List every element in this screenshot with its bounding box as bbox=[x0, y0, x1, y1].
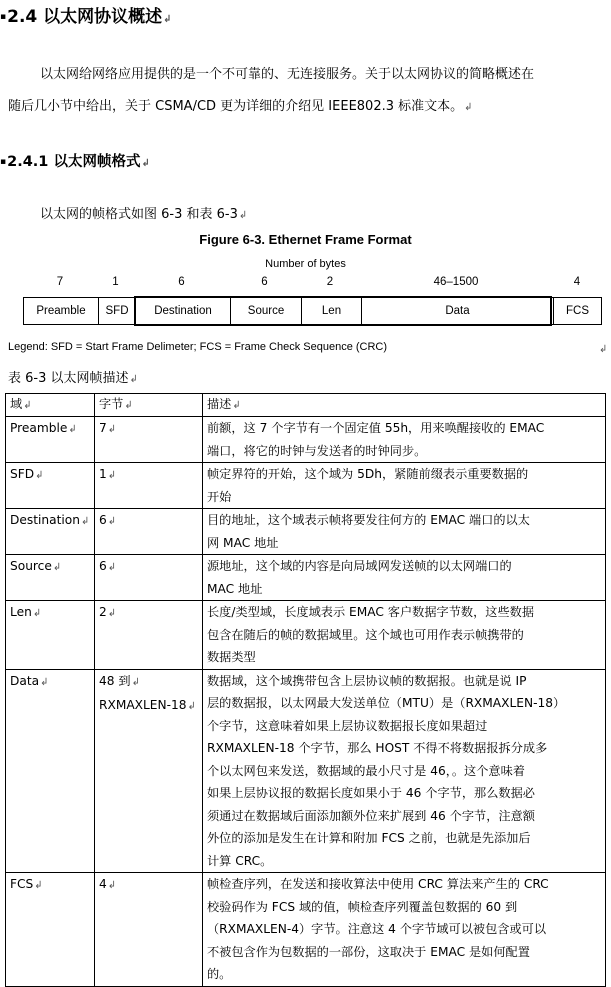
section-paragraph-line-2: 随后几小节中给出，关于 CSMA/CD 更为详细的介绍见 IEEE802.3 标准文本。↲ bbox=[8, 99, 473, 114]
table-row bbox=[6, 555, 606, 601]
cell-bytes bbox=[95, 463, 203, 509]
cell-field: Data↲ bbox=[6, 669, 95, 873]
description-line: 包含在随后的帧的数据域里。这个域也可用作表示帧携带的 bbox=[207, 627, 524, 642]
cell-field: SFD↲ bbox=[6, 463, 95, 509]
field-name: Preamble bbox=[10, 421, 68, 435]
byte-count-len: 2 bbox=[326, 276, 334, 288]
frame-description-table bbox=[5, 393, 606, 987]
field-name: Data bbox=[10, 673, 40, 688]
cell-description bbox=[203, 669, 606, 873]
cell-bytes bbox=[95, 509, 203, 555]
description-line: 长度/类型域，长度域表示 EMAC 客户数据字节数，这些数据 bbox=[207, 605, 535, 619]
cell-bytes bbox=[95, 555, 203, 601]
figure-title: Figure 6-3. Ethernet Frame Format bbox=[199, 232, 412, 247]
byte-count-preamble: 7 bbox=[56, 276, 64, 288]
description-line: MAC 地址 bbox=[207, 581, 263, 596]
cell-description bbox=[203, 601, 606, 670]
description-line: 数据域，这个域携带包含上层协议帧的数据报。也就是说 IP bbox=[207, 673, 527, 688]
table-row bbox=[6, 509, 606, 555]
subsection-heading: ▪2.4.1 以太网帧格式↲ bbox=[0, 154, 150, 170]
header-bytes: 字节↲ bbox=[95, 394, 203, 417]
frame-field-data: Data bbox=[361, 298, 553, 324]
field-name: Len bbox=[10, 605, 32, 619]
field-name: FCS bbox=[10, 877, 34, 891]
description-line: 端口，将它的时钟与发送者的时钟同步。 bbox=[207, 443, 427, 458]
cell-bytes bbox=[95, 601, 203, 670]
figure-legend: Legend: SFD = Start Frame Delimeter; FCS = Frame Check Sequence (CRC) bbox=[8, 341, 388, 353]
description-line: 开始 bbox=[207, 489, 232, 504]
cell-bytes bbox=[95, 669, 203, 873]
paragraph-mark: ↲ bbox=[599, 344, 608, 355]
description-line: 外位的添加是发生在计算和附加 FCS 之前，也就是先添加后 bbox=[207, 831, 531, 845]
byte-line: 4↲ bbox=[99, 877, 117, 891]
description-line: 校验码作为 FCS 域的值，帧检查序列覆盖包数据的 60 到 bbox=[207, 899, 518, 914]
table-caption: 表 6-3 以太网帧描述↲ bbox=[8, 371, 138, 386]
cell-field: Source↲ bbox=[6, 555, 95, 601]
description-line: RXMAXLEN-18 个字节，那么 HOST 不得不将数据报拆分成多 bbox=[207, 741, 548, 755]
field-name: SFD bbox=[10, 467, 35, 481]
byte-line: 1↲ bbox=[99, 467, 117, 481]
subsection-intro: 以太网的帧格式如图 6-3 和表 6-3↲ bbox=[40, 207, 248, 222]
byte-line: 2↲ bbox=[99, 605, 117, 619]
table-row bbox=[6, 873, 606, 987]
description-line: 个以太网包来发送，数据域的最小尺寸是 46，。这个意味着 bbox=[207, 763, 525, 778]
field-name: Destination bbox=[10, 513, 80, 527]
cell-description bbox=[203, 873, 606, 987]
cell-field: Preamble↲ bbox=[6, 417, 95, 463]
cell-field: Len↲ bbox=[6, 601, 95, 670]
frame-highlight-box bbox=[134, 296, 552, 326]
section-heading: ▪2.4 以太网协议概述↲ bbox=[0, 7, 172, 27]
frame-field-sfd: SFD bbox=[98, 298, 135, 324]
table-row bbox=[6, 463, 606, 509]
description-line: 须通过在数据域后面添加额外位来扩展到 46 个字节，注意额 bbox=[207, 808, 535, 823]
description-line: 帧定界符的开始，这个域为 5Dh，紧随前缀表示重要数据的 bbox=[207, 467, 529, 481]
frame-field-destination: Destination bbox=[135, 298, 230, 324]
byte-line: RXMAXLEN-18↲ bbox=[99, 698, 196, 712]
byte-count-sfd: 1 bbox=[112, 276, 119, 288]
byte-line: 7↲ bbox=[99, 421, 117, 435]
cell-bytes bbox=[95, 417, 203, 463]
description-line: 计算 CRC。 bbox=[207, 853, 273, 868]
table-header-row bbox=[6, 394, 606, 417]
byte-count-data: 46–1500 bbox=[433, 276, 479, 288]
description-line: 目的地址，这个域表示帧将要发往何方的 EMAC 端口的以太 bbox=[207, 513, 530, 527]
table-row bbox=[6, 417, 606, 463]
field-name: Source bbox=[10, 559, 52, 573]
section-paragraph-line-1: 以太网给网络应用提供的是一个不可靠的、无连接服务。关于以太网协议的简略概述在 bbox=[40, 67, 535, 82]
header-field: 域↲ bbox=[6, 394, 95, 417]
figure-subtitle: Number of bytes bbox=[265, 258, 346, 270]
byte-count-destination: 6 bbox=[178, 276, 185, 288]
byte-line: 48 到↲ bbox=[99, 673, 140, 688]
frame-field-preamble: Preamble bbox=[36, 305, 86, 317]
description-line: 如果上层协议报的数据长度如果小于 46 个字节，那么数据必 bbox=[207, 786, 535, 800]
cell-description bbox=[203, 417, 606, 463]
frame-field-source: Source bbox=[230, 298, 301, 324]
table-row bbox=[6, 601, 606, 670]
header-description: 描述↲ bbox=[203, 394, 606, 417]
byte-line: 6↲ bbox=[99, 559, 117, 573]
frame-field-len: Len bbox=[301, 298, 361, 324]
table-row bbox=[6, 669, 606, 873]
description-line: 源地址，这个域的内容是向局域网发送帧的以太网端口的 bbox=[207, 559, 512, 573]
cell-field: FCS↲ bbox=[6, 873, 95, 987]
description-line: 帧检查序列，在发送和接收算法中使用 CRC 算法来产生的 CRC bbox=[207, 877, 549, 891]
description-line: 前额，这 7 个字节有一个固定值 55h，用来唤醒接收的 EMAC bbox=[207, 421, 545, 435]
cell-description bbox=[203, 555, 606, 601]
description-line: 层的数据报，以太网最大发送单位（MTU）是（RXMAXLEN-18） bbox=[207, 696, 566, 710]
byte-count-source: 6 bbox=[261, 276, 268, 288]
description-line: 的。 bbox=[207, 967, 232, 981]
cell-description bbox=[203, 463, 606, 509]
byte-line: 6↲ bbox=[99, 513, 117, 527]
cell-description bbox=[203, 509, 606, 555]
cell-field: Destination↲ bbox=[6, 509, 95, 555]
byte-count-fcs: 4 bbox=[573, 276, 581, 288]
description-line: （RXMAXLEN-4）字节。注意这 4 个字节域可以被包含或可以 bbox=[207, 922, 547, 936]
description-line: 数据类型 bbox=[207, 650, 256, 664]
description-line: 网 MAC 地址 bbox=[207, 535, 279, 550]
frame-field-fcs: FCS bbox=[553, 298, 601, 324]
description-line: 个字节，这意味着如果上层协议数据报长度如果超过 bbox=[207, 718, 488, 733]
cell-bytes bbox=[95, 873, 203, 987]
description-line: 不被包含作为包数据的一部份，这取决于 EMAC 是如何配置 bbox=[207, 944, 530, 959]
